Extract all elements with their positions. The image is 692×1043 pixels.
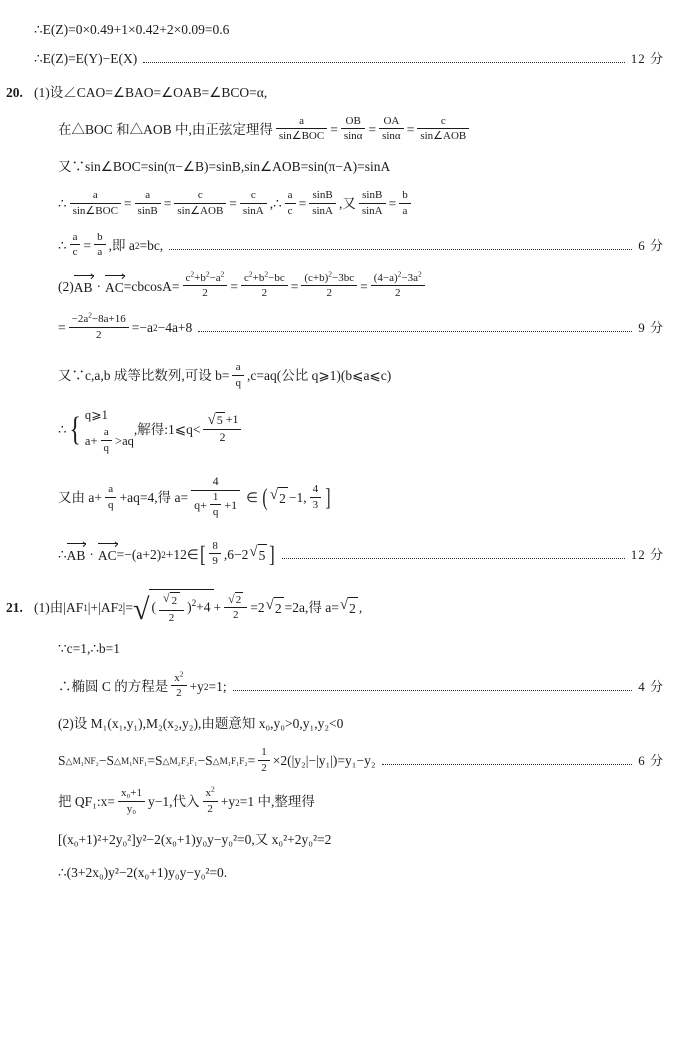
- sqrt-5: √ 5: [207, 412, 223, 429]
- score-mark: 9 分: [638, 320, 664, 336]
- expr-text: ,即 a: [108, 237, 135, 253]
- fraction-x2-2: [203, 784, 218, 816]
- equals-sign: =: [388, 196, 397, 212]
- fraction-numerator: a: [232, 361, 244, 376]
- fraction-denominator: sinB: [137, 204, 158, 217]
- score-mark: 12 分: [630, 51, 664, 67]
- dot-leader: [198, 331, 632, 332]
- therefore-sign: ∴: [58, 237, 67, 253]
- fraction-a-c: [70, 231, 81, 259]
- fraction-c-sinAOB: [417, 115, 469, 143]
- vector-AC: AC: [105, 276, 124, 298]
- fraction-numerator: $(4-a)^2-3a^2$: [371, 272, 425, 287]
- fraction-sqrt2-2: [224, 592, 247, 622]
- math-expression: [58, 362, 391, 390]
- expr-text: [(x₀+1)²+2y₀²]y²−2(x₀+1)y₀y−y₀²=0,又 x₀²+2y₀²=2: [58, 831, 332, 847]
- fraction-sinB-sinA: [309, 189, 336, 217]
- math-expression: [34, 49, 137, 69]
- expr-text: (1)由|AF: [34, 599, 84, 615]
- equals-sign: =: [230, 278, 239, 294]
- therefore-sign: ∴: [58, 546, 67, 562]
- solution-line: [0, 269, 692, 301]
- minus-sign: −S: [98, 753, 114, 769]
- fraction-b-a: [94, 231, 106, 259]
- fraction-denominator: sinA: [242, 204, 264, 217]
- math-expression: ∴椭圆 C 的方程是 $\frac{x^2}{2}$ +y 2 =1;: [58, 668, 227, 700]
- fraction-denominator: q: [107, 498, 114, 511]
- fraction-denominator: 2: [202, 287, 208, 300]
- equals-sign: =: [83, 237, 92, 253]
- expr-text-2: y−1,代入: [148, 794, 200, 810]
- dot-leader: [382, 764, 633, 765]
- solution-line: [0, 668, 692, 701]
- solution-line: [0, 49, 692, 69]
- fraction-1-2: [258, 746, 270, 774]
- expr-text-3: +y: [220, 794, 236, 810]
- equals-sign: =: [360, 278, 368, 294]
- fraction-denominator: a: [97, 246, 103, 259]
- interval-notation: ( √ 2 −1, $\frac{4}{3}$ ]: [262, 483, 331, 511]
- solution-line: [0, 473, 692, 521]
- fraction-4a2-3a2-2: [371, 269, 425, 300]
- fraction-a-sinBOC: [70, 189, 121, 217]
- fraction-denominator: sinA: [361, 204, 383, 217]
- expr-text-4: =2: [250, 599, 265, 615]
- math-expression: [58, 269, 428, 301]
- fraction-numerator: $c^2+b^2-bc$: [241, 272, 288, 287]
- fraction-a-q: [101, 426, 113, 454]
- fraction-denominator: 3: [312, 498, 319, 511]
- fraction-numerator: $c^2+b^2-a^2$: [183, 272, 228, 287]
- solution-line: [0, 747, 692, 775]
- math-expression: [58, 863, 227, 883]
- expr-text: ∵c=1,∴b=1: [58, 641, 121, 657]
- fraction-numerator: √ 2: [224, 592, 247, 609]
- fraction-c-sinA: [240, 189, 267, 217]
- expr-text: 又∵c,a,b 成等比数列,可设 b=: [58, 368, 230, 384]
- fraction-denominator: 2: [394, 287, 401, 300]
- equals-sign: =: [290, 278, 299, 294]
- answer-sheet-page: [0, 20, 692, 1043]
- expr-text-2: |+|AF: [87, 599, 119, 615]
- fraction-denominator: q: [235, 377, 241, 390]
- fraction-denominator: 9: [212, 555, 218, 568]
- dot-leader: [282, 558, 625, 559]
- dot-operator: ·: [96, 278, 102, 294]
- fraction-denominator: c: [72, 246, 78, 259]
- dot-operator: ·: [89, 546, 94, 562]
- expr-text-2: =bc,: [139, 237, 164, 253]
- vector-AB: AB: [74, 276, 93, 298]
- fraction-numerator: √ 5 +1: [203, 412, 241, 430]
- dot-leader: [233, 690, 633, 691]
- score-mark: 6 分: [638, 753, 664, 769]
- fraction-4-3: [310, 483, 322, 511]
- expr-text-4: =1 中,整理得: [239, 794, 315, 810]
- sqrt-expression: √ ( √ 2 2 )$^2$+4: [133, 589, 214, 626]
- fraction-numerator: $x^2$: [203, 787, 218, 802]
- fraction-a-sinB: [135, 189, 161, 217]
- fraction-x0-1-y0: [118, 787, 145, 815]
- expr-text: =−(a+2): [116, 546, 162, 562]
- solution-line-system: [0, 404, 692, 456]
- expr-text-2: +y: [189, 678, 204, 694]
- fraction-sinB-sinA-2: [359, 189, 386, 217]
- fraction-c-sinAOB: [174, 189, 226, 217]
- paren-left: (: [262, 484, 268, 511]
- expr-text-2: +12∈: [165, 546, 199, 562]
- question-number-20: 20.: [6, 84, 23, 100]
- expr-text: 又∵sin∠BOC=sin(π−∠B)=sinB,sin∠AOB=sin(π−A)=sinA: [58, 159, 391, 175]
- fraction-a-c: [285, 189, 296, 217]
- paren-right: ]: [325, 484, 331, 511]
- score-mark: 6 分: [638, 237, 664, 253]
- fraction-numerator: OB: [341, 115, 366, 130]
- solution-line: [0, 116, 692, 144]
- expr-text: =cbcosA=: [123, 278, 180, 294]
- equals-sign: =: [229, 196, 237, 212]
- fraction-denominator: 2: [207, 803, 213, 816]
- fraction-c2b2bc-2: [241, 269, 288, 300]
- solution-line: [0, 784, 692, 816]
- fraction-numerator: x₀+1: [118, 787, 145, 802]
- fraction-denominator: a: [402, 204, 408, 217]
- paren-right: ]: [269, 541, 276, 567]
- bracket-left: [: [199, 541, 206, 567]
- expr-text: S: [58, 753, 66, 769]
- fraction-sqrt2-2: [159, 591, 184, 624]
- fraction-a-q: [232, 361, 244, 389]
- math-expression: [58, 473, 332, 521]
- expr-text: 在△BOC 和△AOB 中,由正弦定理得: [58, 121, 273, 137]
- math-expression: [58, 714, 343, 734]
- equals-sign: =S: [147, 753, 163, 769]
- fraction-denominator: c: [287, 204, 293, 217]
- expr-text: +aq=4,得 a=: [119, 490, 189, 506]
- math-expression: ∴ $\frac{a}{c}$ = $\frac{b}{a}$ ,即 a 2 =bc,: [58, 230, 164, 259]
- solution-line: [0, 639, 692, 659]
- fraction-b-a: [399, 189, 411, 217]
- solution-line: [0, 830, 692, 850]
- expr-text-3: |=: [122, 599, 133, 615]
- fraction-c2b2a2-2: [183, 269, 228, 300]
- math-expression: ∴ AB · AC =−(a+2) 2 +12∈ [ $\frac{8}{9}$ ,6−2 √ 5 ]: [58, 539, 276, 568]
- expr-text-2: =: [247, 753, 256, 769]
- expr-text: ∴椭圆 C 的方程是: [58, 678, 169, 694]
- fraction-numerator: $x^2$: [171, 672, 186, 687]
- fraction-numerator: a: [70, 231, 81, 246]
- vector-AC: AC: [98, 544, 117, 566]
- math-expression: S △M₁NF₂ −S △M₁NF₁ =S △M₂F₂F₁ −S △M₁F₁F₂ = $\frac{1}{2}$ ×2(|y₂|−|y₁|)=y₁−y₂: [58, 746, 376, 774]
- math-expression: [58, 190, 414, 218]
- sqrt-5: √ 5: [249, 544, 267, 566]
- fraction-numerator: a: [135, 189, 161, 204]
- fraction-denominator: sinα: [343, 130, 363, 143]
- system-brace: {: [69, 411, 81, 449]
- fraction-1-q: [210, 491, 222, 519]
- expr-text: ∴: [34, 22, 43, 37]
- expr-text: (1)设∠CAO=∠BAO=∠OAB=∠BCO=α,: [34, 84, 268, 100]
- question-number-21: 21.: [6, 599, 23, 615]
- score-mark: 12 分: [630, 546, 664, 562]
- fraction-denominator: q: [212, 506, 219, 519]
- math-expression: 把 QF₁:x= $\frac{\text{x₀+1}}{\text{y₀}}$ y−1,代入 $\frac{x^2}{2}$ +y 2 =1 中,整理得: [58, 784, 315, 816]
- fraction-denominator: 2: [261, 287, 268, 300]
- fraction-numerator: sinB: [359, 189, 386, 204]
- fraction-denominator: sin∠BOC: [72, 204, 118, 217]
- fraction-numerator: OA: [379, 115, 404, 130]
- expr-text: ,∴: [269, 196, 282, 212]
- fraction-4-over: [191, 475, 240, 520]
- expr-text: (2): [58, 278, 74, 294]
- fraction-denominator: sinα: [382, 130, 401, 143]
- expr-text: 又由 a+: [58, 490, 102, 506]
- fraction-2a2-8a-16-2: [69, 310, 129, 341]
- fraction-denominator: 2: [261, 761, 267, 774]
- system-row-2: a+ $\frac{a}{q}$ >aq: [84, 426, 134, 455]
- solution-line: [0, 157, 692, 177]
- score-mark: 4 分: [638, 678, 664, 694]
- expr-text: =−a: [131, 320, 153, 336]
- therefore-sign: ∴: [58, 421, 67, 437]
- fraction-denominator: sinA: [312, 204, 333, 217]
- fraction-denominator: 2: [168, 611, 175, 624]
- system-row-1: q⩾1: [84, 407, 108, 422]
- fraction-denominator: 2: [219, 430, 226, 445]
- fraction-denominator: 2: [232, 609, 239, 622]
- fraction-numerator: 4: [310, 483, 322, 498]
- solution-line: [0, 863, 692, 883]
- math-expression: = $\frac{-2a^2-8a+16}{2}$ =−a 2 −4a+8: [58, 310, 193, 341]
- fraction-denominator: sin∠AOB: [420, 130, 467, 143]
- sqrt-content: ( √ 2 2 )$^2$+4: [149, 589, 213, 626]
- math-expression: [58, 116, 472, 144]
- equals-sign: =: [330, 121, 338, 137]
- fraction-x2-2: [171, 668, 186, 700]
- fraction-denominator: sin∠BOC: [278, 130, 325, 143]
- fraction-numerator: 8: [209, 540, 221, 555]
- equals-sign: =: [368, 121, 377, 137]
- fraction-numerator: a: [285, 189, 296, 204]
- sqrt-2: √ 2: [340, 597, 358, 619]
- system-rows: [85, 404, 134, 456]
- fraction-denominator: 2: [326, 287, 332, 300]
- minus-sign: −S: [197, 753, 213, 769]
- math-expression: [34, 20, 229, 40]
- solution-line: [0, 541, 692, 569]
- math-expression: (1)由|AF 1 |+|AF 2 |= √ ( √ 2 2 )$^2$+4 + √ 2 2 =2 √ 2 =2a,得 a= √ 2 ,: [34, 591, 363, 626]
- solution-line: [0, 20, 692, 40]
- equals-sign: =: [298, 196, 307, 212]
- expr-text-2: −4a+8: [157, 320, 193, 336]
- fraction-numerator: c: [240, 189, 267, 204]
- math-expression: [58, 404, 244, 456]
- fraction-8-9: [209, 540, 221, 568]
- expr-text: =: [58, 320, 66, 336]
- sqrt-2: √ 2: [266, 597, 284, 619]
- fraction-numerator: c: [417, 115, 469, 130]
- element-of-sign: ∈: [246, 490, 258, 506]
- sqrt-2: √ 2: [270, 487, 288, 509]
- fraction-numerator: 1: [210, 491, 222, 506]
- fraction-denominator: q: [103, 442, 110, 455]
- fraction-OB-sina: [341, 115, 366, 143]
- fraction-a-q: [105, 483, 117, 511]
- fraction-a-sinBOC: [276, 115, 327, 143]
- question-20-part1: [0, 83, 692, 103]
- equals-sign: =: [406, 121, 415, 137]
- expr-text: ,解得:1⩽q<: [133, 421, 201, 437]
- math-expression: [58, 639, 120, 659]
- math-expression: [58, 157, 390, 177]
- expr-text: ,c=aq(公比 q⩾1)(b⩽a⩽c): [246, 368, 392, 384]
- fraction-numerator: a: [276, 115, 327, 130]
- fraction-numerator: b: [399, 189, 411, 204]
- math-expression: [34, 83, 267, 103]
- expr-text: ∴(3+2x₀)y²−2(x₀+1)y₀y−y₀²=0.: [58, 864, 228, 880]
- fraction-sqrt5-1-2: [203, 412, 241, 445]
- fraction-numerator: $(c+b)^2-3bc$: [301, 272, 357, 287]
- fraction-OA-sina: [379, 115, 404, 143]
- solution-line: [0, 310, 692, 342]
- fraction-numerator: a: [101, 426, 113, 441]
- solution-line: [0, 714, 692, 734]
- fraction-denominator: q+ $\frac{1}{q}$ +1: [194, 490, 238, 519]
- fraction-numerator: 1: [258, 746, 270, 761]
- plus-sign: +: [213, 599, 222, 615]
- expr-text-3: ×2(|y₂|−|y₁|)=y₁−y₂: [272, 753, 376, 769]
- math-expression: [58, 830, 331, 850]
- fraction-numerator: √ 2: [159, 591, 184, 611]
- expr-text-5: =2a,得 a=: [284, 599, 339, 615]
- fraction-numerator: b: [94, 231, 106, 246]
- interval-notation: [ $\frac{8}{9}$ ,6−2 √ 5 ]: [199, 539, 276, 568]
- expr-text: (2)设 M₁(x₁,y₁),M₂(x₂,y₂),由题意知 x₀,y₀>0,y₁,y₂<0: [58, 715, 344, 731]
- equals-sign: =: [163, 196, 172, 212]
- dot-leader: [143, 62, 624, 63]
- expr-text: 把 QF₁:x=: [58, 794, 115, 810]
- fraction-denominator: y₀: [126, 803, 137, 816]
- fraction-denominator: 2: [176, 687, 182, 700]
- solution-line: [0, 232, 692, 260]
- solution-line: [0, 190, 692, 218]
- fraction-cb2-3bc-2: [301, 269, 357, 300]
- therefore-sign: ∴: [58, 196, 67, 212]
- fraction-numerator: a: [70, 189, 121, 204]
- expr-text-2: E(Z)=0×0.49+1×0.42+2×0.09=0.6: [42, 22, 230, 37]
- expr-text-3: =1;: [208, 678, 227, 694]
- expr-text: ,又: [338, 196, 356, 212]
- fraction-numerator: $-2a^2-8a+16$: [69, 313, 129, 328]
- solution-line: [0, 362, 692, 390]
- fraction-numerator: c: [174, 189, 226, 204]
- dot-leader: [169, 249, 632, 250]
- expr-text: ∴E(Z)=E(Y)−E(X): [34, 51, 138, 67]
- fraction-numerator: 4: [191, 475, 240, 491]
- equals-sign: =: [123, 196, 132, 212]
- vector-AB: AB: [67, 544, 86, 566]
- question-21-part1: [0, 589, 692, 626]
- fraction-denominator: sin∠AOB: [177, 204, 224, 217]
- fraction-numerator: sinB: [309, 189, 336, 204]
- fraction-numerator: a: [105, 483, 117, 498]
- fraction-denominator: 2: [95, 328, 102, 341]
